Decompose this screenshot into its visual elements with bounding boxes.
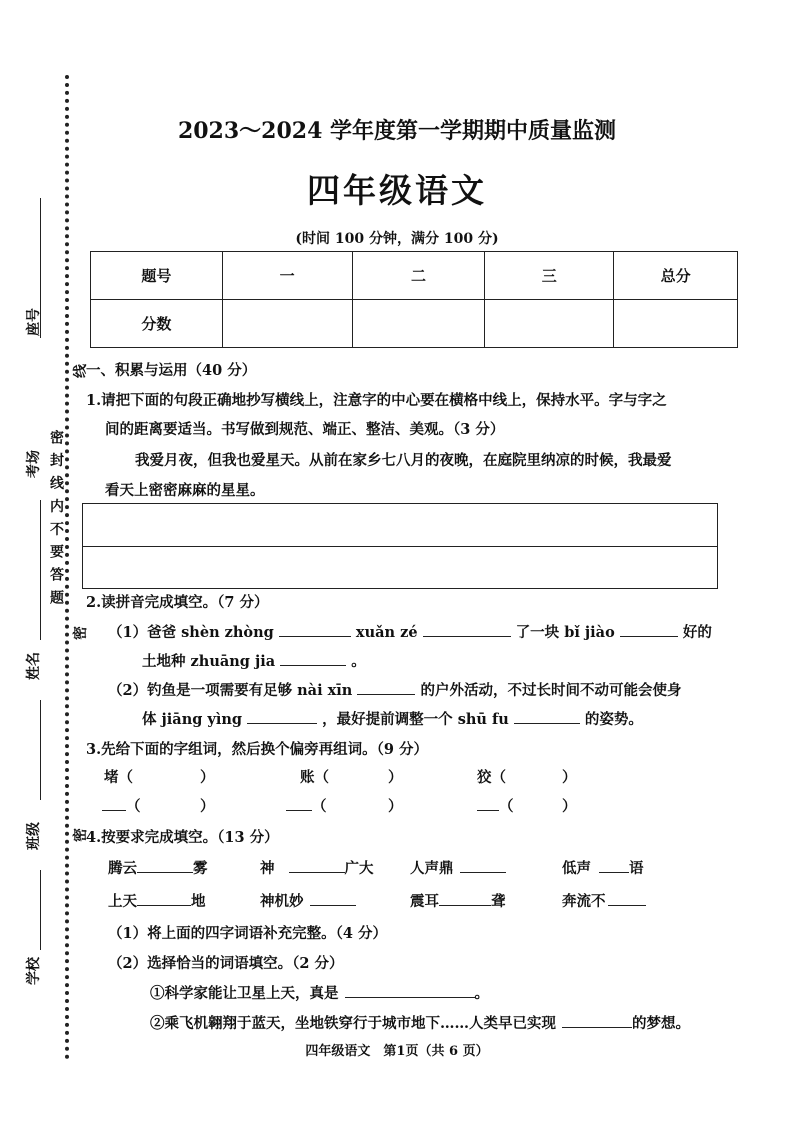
class-fill-line (40, 870, 41, 950)
q4-subquestion-2: （2）选择恰当的词语填空。（2 分） (108, 955, 344, 972)
answer-blank[interactable] (514, 709, 580, 724)
q1-instruction-line2: 间的距离要适当。书写做到规范、端正、整洁、美观。（3 分） (105, 421, 505, 438)
q2-line1 (108, 621, 712, 642)
score-input-cell[interactable] (485, 300, 614, 348)
seal-char: 密 (73, 626, 89, 640)
idiom-item (260, 890, 356, 911)
exam-room-label: 考场 (26, 450, 42, 478)
q3-paren-close: ） (562, 769, 577, 786)
idiom-item (562, 857, 644, 878)
score-input-cell[interactable] (614, 300, 738, 348)
idiom-item (562, 890, 646, 911)
answer-blank[interactable] (620, 622, 678, 637)
score-label-cell: 分数 (91, 300, 223, 348)
q3-heading: 3.先给下面的字组词，然后换个偏旁再组词。（9 分） (86, 741, 429, 758)
score-header-cell: 题号 (91, 252, 223, 300)
q2-line3 (108, 679, 681, 700)
answer-blank[interactable] (460, 858, 506, 873)
idiom-text: 地 (191, 893, 206, 910)
idiom-item (410, 890, 506, 911)
q3-paren-close: ） (200, 798, 215, 815)
idiom-text: 广大 (344, 860, 374, 877)
q3-paren-open: （ (126, 798, 141, 815)
answer-blank[interactable] (137, 858, 193, 873)
answer-blank[interactable] (286, 796, 312, 811)
seat-label: 座号 (26, 308, 42, 336)
subject-title: 四年级语文 (307, 171, 487, 210)
exam-title: 2023～2024 学年度第一学期期中质量监测 (177, 118, 617, 144)
copy-writing-box[interactable] (82, 503, 718, 589)
q4-fill-line2 (150, 1012, 690, 1033)
idiom-text: 腾云 (108, 860, 137, 877)
q3-word-item: 堵（ (104, 769, 133, 786)
answer-blank[interactable] (247, 709, 317, 724)
q2-text: ，最好提前调整一个 shū fu (322, 711, 509, 728)
idiom-text: 人声鼎 (410, 860, 454, 877)
seal-line-char: 线 (73, 364, 89, 378)
exam-room-fill-line (40, 500, 41, 640)
q2-line2 (142, 650, 366, 671)
score-table (90, 251, 738, 348)
answer-blank[interactable] (289, 858, 345, 873)
idiom-text: 上天 (108, 893, 137, 910)
q1-passage-line1: 我爱月夜，但我也爱星天。从前在家乡七八月的夜晚，在庭院里纳凉的时候，我最爱 (135, 452, 672, 469)
name-fill-line (40, 700, 41, 800)
q2-text: （1）爸爸 shèn zhòng (108, 624, 274, 641)
name-label: 姓名 (26, 652, 42, 680)
q3-paren-close: ） (200, 769, 215, 786)
q4-text: ①科学家能让卫星上天，真是 (150, 985, 339, 1002)
answer-blank[interactable] (423, 622, 511, 637)
answer-blank[interactable] (345, 983, 475, 998)
q3-paren-open: （ (312, 798, 327, 815)
q3-paren-open: （ (499, 798, 514, 815)
q3-paren-close: ） (562, 798, 577, 815)
q4-subquestion-1: （1）将上面的四字词语补充完整。（4 分） (108, 925, 387, 942)
q2-text: 了一块 bǐ jiào (515, 624, 615, 641)
idiom-item (260, 857, 374, 878)
idiom-item (108, 857, 208, 878)
idiom-text: 神机妙 (260, 893, 304, 910)
q2-text: xuǎn zé (355, 624, 418, 641)
q2-text: 体 jiāng yìng (142, 711, 243, 728)
idiom-item (410, 857, 506, 878)
idiom-text: 语 (629, 860, 644, 877)
idiom-text: 雾 (193, 860, 208, 877)
answer-blank[interactable] (280, 651, 346, 666)
q4-fill-line1 (150, 982, 489, 1003)
score-header-cell: 总分 (614, 252, 738, 300)
q2-text: 的户外活动，不过长时间不动可能会使身 (420, 682, 682, 699)
score-input-cell[interactable] (352, 300, 485, 348)
q2-text: （2）钓鱼是一项需要有足够 nài xīn (108, 682, 353, 699)
seal-char-2: 密 (73, 828, 89, 842)
answer-blank[interactable] (562, 1013, 632, 1028)
page-footer: 四年级语文 第1页（共 6 页） (305, 1044, 489, 1059)
q4-text: 的梦想。 (632, 1015, 690, 1032)
q3-new-word (286, 795, 327, 816)
idiom-item (108, 890, 206, 911)
q2-text: 的姿势。 (584, 711, 643, 728)
q2-text: 土地种 zhuāng jia (142, 653, 276, 670)
q3-word-item: 账（ (300, 769, 329, 786)
answer-blank[interactable] (608, 891, 646, 906)
q1-passage-line2: 看天上密密麻麻的星星。 (105, 482, 265, 499)
q4-heading: 4.按要求完成填空。（13 分） (86, 829, 279, 846)
score-header-cell: 一 (222, 252, 352, 300)
answer-blank[interactable] (599, 858, 629, 873)
idiom-text: 低声 (562, 860, 591, 877)
score-input-cell[interactable] (222, 300, 352, 348)
q4-text: ②乘飞机翱翔于蓝天，坐地铁穿行于城市地下……人类早已实现 (150, 1015, 556, 1032)
q2-line4 (142, 708, 643, 729)
answer-blank[interactable] (357, 680, 415, 695)
exam-info: (时间 100 分钟，满分 100 分) (295, 231, 499, 247)
q3-paren-close: ） (388, 798, 403, 815)
q3-new-word (477, 795, 514, 816)
answer-blank[interactable] (102, 796, 126, 811)
answer-blank[interactable] (439, 891, 491, 906)
q3-paren-close: ） (388, 769, 403, 786)
class-label: 班级 (26, 822, 42, 850)
section-heading: 一、积累与运用（40 分） (86, 362, 257, 379)
writing-midline (83, 546, 717, 547)
answer-blank[interactable] (310, 891, 356, 906)
q2-heading: 2.读拼音完成填空。（7 分） (86, 594, 269, 611)
q1-instruction-line1: 1.请把下面的句段正确地抄写横线上，注意字的中心要在横格中线上，保持水平。字与字之 (86, 392, 667, 409)
seal-instruction: 密 封 线 内 不 要 答 题 (48, 430, 64, 607)
school-label: 学校 (26, 957, 42, 985)
answer-blank[interactable] (477, 796, 499, 811)
idiom-text: 震耳 (410, 893, 439, 910)
idiom-text: 奔流不 (562, 893, 606, 910)
answer-blank[interactable] (137, 891, 191, 906)
score-header-cell: 三 (485, 252, 614, 300)
score-header-cell: 二 (352, 252, 485, 300)
answer-blank[interactable] (279, 622, 351, 637)
q2-text: 好的 (682, 624, 712, 641)
idiom-text: 聋 (491, 893, 506, 910)
q3-word-item: 狡（ (477, 769, 506, 786)
q4-text: 。 (474, 985, 489, 1002)
q2-text: 。 (351, 653, 366, 670)
idiom-text: 神 (260, 860, 275, 877)
q3-new-word (102, 795, 141, 816)
